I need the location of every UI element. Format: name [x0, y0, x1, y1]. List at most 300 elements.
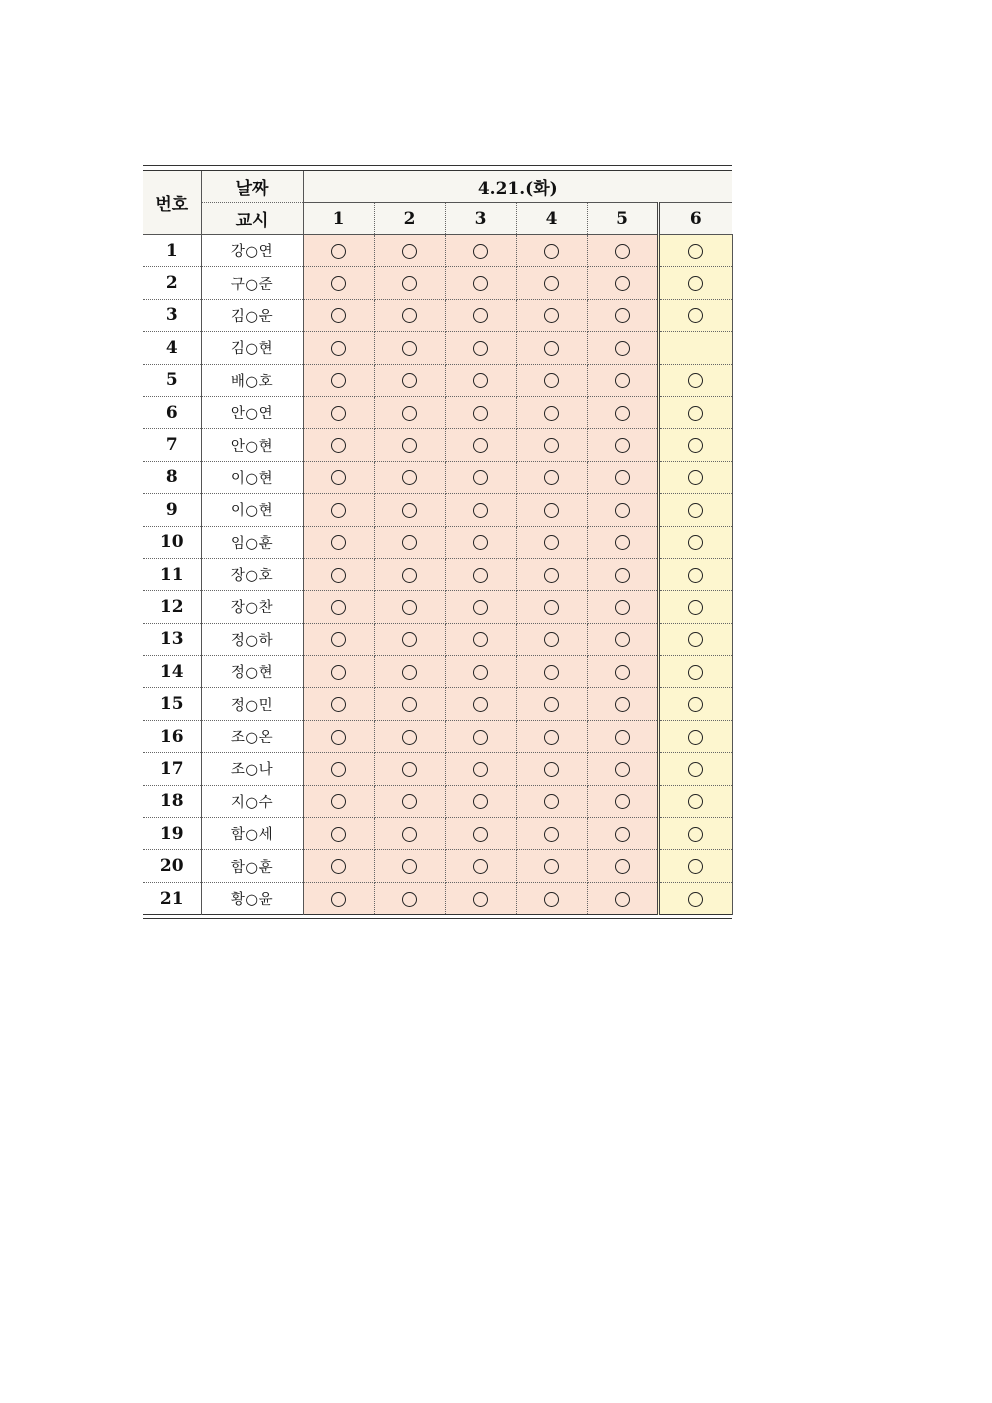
attendance-mark-icon — [615, 827, 630, 842]
attendance-mark-icon — [688, 503, 703, 518]
attendance-cell — [303, 688, 374, 720]
student-name: 지○수 — [201, 785, 303, 817]
attendance-cell — [445, 364, 516, 396]
period-label-header: 교시 — [201, 203, 303, 235]
attendance-cell — [374, 299, 445, 331]
attendance-cell — [658, 720, 732, 752]
attendance-mark-icon — [402, 470, 417, 485]
date-header: 4.21.(화) — [303, 171, 732, 203]
attendance-cell — [658, 591, 732, 623]
attendance-mark-icon — [615, 762, 630, 777]
table-row — [143, 720, 732, 752]
attendance-mark-icon — [473, 568, 488, 583]
attendance-cell — [445, 494, 516, 526]
attendance-cell — [303, 461, 374, 493]
attendance-mark-icon — [615, 535, 630, 550]
table-row — [143, 688, 732, 720]
attendance-cell — [445, 591, 516, 623]
row-number: 21 — [143, 882, 201, 914]
attendance-cell — [658, 850, 732, 882]
attendance-mark-icon — [544, 244, 559, 259]
student-name: 이○현 — [201, 461, 303, 493]
attendance-cell — [445, 688, 516, 720]
attendance-cell — [374, 396, 445, 428]
attendance-mark-icon — [331, 730, 346, 745]
student-name: 구○준 — [201, 267, 303, 299]
attendance-mark-icon — [473, 892, 488, 907]
attendance-cell — [658, 364, 732, 396]
student-name: 임○훈 — [201, 526, 303, 558]
attendance-cell — [658, 753, 732, 785]
attendance-mark-icon — [544, 827, 559, 842]
attendance-mark-icon — [402, 503, 417, 518]
attendance-cell — [658, 558, 732, 590]
table-row — [143, 267, 732, 299]
period-header: 1 — [303, 203, 374, 235]
student-name: 정○현 — [201, 656, 303, 688]
attendance-mark-icon — [615, 730, 630, 745]
table-row — [143, 299, 732, 331]
attendance-cell — [374, 850, 445, 882]
attendance-mark-icon — [688, 665, 703, 680]
attendance-cell — [374, 688, 445, 720]
attendance-cell — [516, 753, 587, 785]
attendance-mark-icon — [473, 373, 488, 388]
table-row — [143, 785, 732, 817]
attendance-cell — [516, 785, 587, 817]
attendance-mark-icon — [615, 438, 630, 453]
attendance-cell — [516, 526, 587, 558]
attendance-mark-icon — [473, 859, 488, 874]
attendance-mark-icon — [402, 665, 417, 680]
attendance-mark-icon — [402, 276, 417, 291]
attendance-cell — [303, 818, 374, 850]
attendance-cell — [587, 396, 658, 428]
attendance-cell — [516, 850, 587, 882]
attendance-cell — [374, 235, 445, 267]
table-row — [143, 235, 732, 267]
attendance-mark-icon — [615, 665, 630, 680]
attendance-cell — [516, 396, 587, 428]
attendance-cell — [516, 267, 587, 299]
attendance-cell — [303, 882, 374, 914]
attendance-mark-icon — [331, 535, 346, 550]
attendance-mark-icon — [688, 438, 703, 453]
attendance-mark-icon — [688, 568, 703, 583]
attendance-cell — [516, 623, 587, 655]
attendance-mark-icon — [688, 535, 703, 550]
attendance-cell — [658, 299, 732, 331]
table-row — [143, 753, 732, 785]
student-name: 강○연 — [201, 235, 303, 267]
attendance-mark-icon — [331, 341, 346, 356]
attendance-mark-icon — [473, 470, 488, 485]
row-number: 8 — [143, 461, 201, 493]
table-row — [143, 591, 732, 623]
attendance-cell — [374, 818, 445, 850]
attendance-mark-icon — [473, 276, 488, 291]
attendance-mark-icon — [688, 276, 703, 291]
row-number: 15 — [143, 688, 201, 720]
attendance-cell — [587, 785, 658, 817]
attendance-cell — [445, 558, 516, 590]
attendance-cell — [374, 720, 445, 752]
attendance-mark-icon — [544, 373, 559, 388]
attendance-cell — [587, 235, 658, 267]
attendance-cell — [303, 267, 374, 299]
attendance-rows — [143, 235, 732, 915]
attendance-cell — [303, 753, 374, 785]
attendance-cell — [587, 299, 658, 331]
attendance-cell — [445, 461, 516, 493]
attendance-mark-icon — [615, 600, 630, 615]
attendance-mark-icon — [331, 470, 346, 485]
table-row — [143, 818, 732, 850]
attendance-mark-icon — [473, 794, 488, 809]
attendance-mark-icon — [331, 892, 346, 907]
attendance-mark-icon — [331, 503, 346, 518]
table-row — [143, 526, 732, 558]
attendance-mark-icon — [402, 308, 417, 323]
attendance-cell — [303, 526, 374, 558]
row-number: 12 — [143, 591, 201, 623]
attendance-mark-icon — [402, 892, 417, 907]
row-number: 5 — [143, 364, 201, 396]
student-name: 함○훈 — [201, 850, 303, 882]
attendance-cell — [516, 235, 587, 267]
student-name: 안○연 — [201, 396, 303, 428]
attendance-mark-icon — [688, 794, 703, 809]
attendance-mark-icon — [544, 600, 559, 615]
attendance-mark-icon — [402, 827, 417, 842]
student-name: 이○현 — [201, 494, 303, 526]
row-number: 1 — [143, 235, 201, 267]
period-header: 3 — [445, 203, 516, 235]
attendance-mark-icon — [544, 341, 559, 356]
attendance-cell — [445, 882, 516, 914]
student-name: 장○찬 — [201, 591, 303, 623]
attendance-cell — [303, 558, 374, 590]
attendance-mark-icon — [473, 632, 488, 647]
attendance-cell — [658, 882, 732, 914]
student-name: 조○나 — [201, 753, 303, 785]
attendance-mark-icon — [331, 438, 346, 453]
attendance-cell — [445, 656, 516, 688]
attendance-cell — [516, 882, 587, 914]
attendance-cell — [516, 818, 587, 850]
attendance-mark-icon — [473, 827, 488, 842]
row-number: 11 — [143, 558, 201, 590]
attendance-cell — [303, 720, 374, 752]
attendance-cell — [587, 720, 658, 752]
attendance-mark-icon — [331, 406, 346, 421]
attendance-cell — [445, 753, 516, 785]
attendance-mark-icon — [331, 665, 346, 680]
attendance-cell — [374, 882, 445, 914]
student-name: 장○호 — [201, 558, 303, 590]
attendance-mark-icon — [544, 470, 559, 485]
attendance-mark-icon — [688, 244, 703, 259]
attendance-mark-icon — [615, 859, 630, 874]
attendance-table — [143, 165, 733, 919]
bottom-double-rule — [143, 915, 732, 919]
attendance-mark-icon — [544, 438, 559, 453]
attendance-mark-icon — [688, 470, 703, 485]
attendance-mark-icon — [688, 697, 703, 712]
attendance-cell — [374, 656, 445, 688]
attendance-cell — [374, 558, 445, 590]
attendance-mark-icon — [402, 438, 417, 453]
attendance-cell — [516, 656, 587, 688]
attendance-mark-icon — [615, 373, 630, 388]
attendance-cell — [445, 526, 516, 558]
attendance-cell — [374, 753, 445, 785]
attendance-mark-icon — [615, 892, 630, 907]
attendance-cell — [587, 818, 658, 850]
attendance-cell — [374, 526, 445, 558]
attendance-cell — [445, 235, 516, 267]
table-row — [143, 882, 732, 914]
attendance-mark-icon — [402, 859, 417, 874]
attendance-mark-icon — [331, 632, 346, 647]
attendance-cell — [516, 591, 587, 623]
attendance-cell — [587, 623, 658, 655]
attendance-cell — [516, 720, 587, 752]
attendance-mark-icon — [615, 470, 630, 485]
row-number: 19 — [143, 818, 201, 850]
row-number: 13 — [143, 623, 201, 655]
student-name: 안○현 — [201, 429, 303, 461]
attendance-mark-icon — [615, 697, 630, 712]
table-row — [143, 429, 732, 461]
attendance-cell — [445, 850, 516, 882]
attendance-mark-icon — [615, 503, 630, 518]
attendance-mark-icon — [331, 600, 346, 615]
table-row — [143, 396, 732, 428]
student-name: 황○윤 — [201, 882, 303, 914]
attendance-cell — [303, 850, 374, 882]
table-row — [143, 558, 732, 590]
attendance-mark-icon — [402, 535, 417, 550]
attendance-cell — [516, 332, 587, 364]
row-number: 2 — [143, 267, 201, 299]
number-header: 번호 — [143, 171, 201, 235]
attendance-mark-icon — [331, 827, 346, 842]
attendance-cell — [587, 591, 658, 623]
row-number: 3 — [143, 299, 201, 331]
student-name: 함○세 — [201, 818, 303, 850]
table-row — [143, 332, 732, 364]
attendance-mark-icon — [544, 276, 559, 291]
period-header: 2 — [374, 203, 445, 235]
attendance-cell — [374, 494, 445, 526]
attendance-mark-icon — [688, 892, 703, 907]
attendance-mark-icon — [402, 600, 417, 615]
attendance-mark-icon — [473, 665, 488, 680]
attendance-cell — [303, 429, 374, 461]
row-number: 17 — [143, 753, 201, 785]
attendance-cell — [587, 882, 658, 914]
attendance-cell — [445, 332, 516, 364]
row-number: 20 — [143, 850, 201, 882]
attendance-mark-icon — [615, 308, 630, 323]
student-name: 김○운 — [201, 299, 303, 331]
attendance-cell — [658, 429, 732, 461]
attendance-mark-icon — [615, 341, 630, 356]
attendance-mark-icon — [544, 762, 559, 777]
attendance-cell — [658, 785, 732, 817]
attendance-mark-icon — [688, 762, 703, 777]
attendance-mark-icon — [615, 632, 630, 647]
attendance-mark-icon — [473, 730, 488, 745]
row-number: 6 — [143, 396, 201, 428]
attendance-mark-icon — [402, 794, 417, 809]
attendance-mark-icon — [402, 244, 417, 259]
attendance-cell — [445, 396, 516, 428]
table-row — [143, 623, 732, 655]
attendance-cell — [587, 332, 658, 364]
attendance-cell — [374, 364, 445, 396]
attendance-cell — [587, 364, 658, 396]
attendance-mark-icon — [402, 406, 417, 421]
attendance-mark-icon — [473, 535, 488, 550]
attendance-cell — [374, 785, 445, 817]
attendance-mark-icon — [615, 568, 630, 583]
attendance-mark-icon — [473, 762, 488, 777]
attendance-mark-icon — [473, 406, 488, 421]
attendance-cell — [374, 429, 445, 461]
attendance-cell — [658, 688, 732, 720]
attendance-mark-icon — [688, 373, 703, 388]
row-number: 4 — [143, 332, 201, 364]
attendance-cell — [303, 299, 374, 331]
attendance-cell — [658, 396, 732, 428]
attendance-cell — [303, 623, 374, 655]
attendance-mark-icon — [544, 406, 559, 421]
attendance-mark-icon — [544, 859, 559, 874]
attendance-mark-icon — [402, 730, 417, 745]
student-name: 정○민 — [201, 688, 303, 720]
attendance-mark-icon — [331, 762, 346, 777]
attendance-mark-icon — [688, 730, 703, 745]
attendance-cell — [587, 429, 658, 461]
attendance-cell — [658, 656, 732, 688]
attendance-mark-icon — [473, 244, 488, 259]
attendance-mark-icon — [688, 827, 703, 842]
attendance-mark-icon — [402, 697, 417, 712]
attendance-mark-icon — [688, 406, 703, 421]
row-number: 7 — [143, 429, 201, 461]
table-row — [143, 656, 732, 688]
date-label-header: 날짜 — [201, 171, 303, 203]
attendance-cell — [516, 364, 587, 396]
student-name: 조○온 — [201, 720, 303, 752]
attendance-cell — [516, 461, 587, 493]
attendance-mark-icon — [331, 794, 346, 809]
attendance-cell — [658, 235, 732, 267]
attendance-mark-icon — [544, 665, 559, 680]
attendance-mark-icon — [331, 859, 346, 874]
attendance-cell — [587, 526, 658, 558]
attendance-mark-icon — [544, 308, 559, 323]
attendance-cell — [516, 688, 587, 720]
attendance-mark-icon — [544, 632, 559, 647]
attendance-cell — [587, 753, 658, 785]
attendance-mark-icon — [331, 568, 346, 583]
attendance-cell — [374, 591, 445, 623]
attendance-cell — [658, 267, 732, 299]
attendance-cell — [658, 332, 732, 364]
row-number: 18 — [143, 785, 201, 817]
attendance-cell — [516, 429, 587, 461]
attendance-cell — [303, 396, 374, 428]
attendance-cell — [658, 818, 732, 850]
attendance-mark-icon — [615, 794, 630, 809]
attendance-cell — [587, 656, 658, 688]
attendance-mark-icon — [688, 632, 703, 647]
attendance-mark-icon — [473, 308, 488, 323]
attendance-mark-icon — [615, 406, 630, 421]
attendance-cell — [516, 299, 587, 331]
attendance-cell — [445, 818, 516, 850]
attendance-mark-icon — [402, 632, 417, 647]
attendance-cell — [374, 461, 445, 493]
attendance-cell — [303, 785, 374, 817]
attendance-mark-icon — [402, 762, 417, 777]
attendance-cell — [445, 267, 516, 299]
period-header: 6 — [658, 203, 732, 235]
attendance-cell — [374, 332, 445, 364]
attendance-mark-icon — [402, 341, 417, 356]
attendance-cell — [445, 429, 516, 461]
attendance-mark-icon — [688, 859, 703, 874]
attendance-mark-icon — [473, 600, 488, 615]
attendance-cell — [587, 494, 658, 526]
attendance-cell — [658, 461, 732, 493]
attendance-mark-icon — [544, 503, 559, 518]
attendance-mark-icon — [402, 568, 417, 583]
attendance-mark-icon — [402, 373, 417, 388]
table-row — [143, 364, 732, 396]
attendance-cell — [658, 526, 732, 558]
attendance-mark-icon — [544, 794, 559, 809]
attendance-mark-icon — [615, 244, 630, 259]
row-number: 9 — [143, 494, 201, 526]
attendance-mark-icon — [331, 276, 346, 291]
attendance-mark-icon — [331, 697, 346, 712]
attendance-mark-icon — [473, 503, 488, 518]
attendance-mark-icon — [544, 730, 559, 745]
attendance-cell — [658, 623, 732, 655]
student-name: 정○하 — [201, 623, 303, 655]
table-row — [143, 850, 732, 882]
attendance-cell — [445, 785, 516, 817]
table-row — [143, 461, 732, 493]
student-name: 배○호 — [201, 364, 303, 396]
period-header: 4 — [516, 203, 587, 235]
attendance-mark-icon — [331, 308, 346, 323]
attendance-cell — [374, 267, 445, 299]
attendance-mark-icon — [544, 535, 559, 550]
attendance-cell — [516, 494, 587, 526]
attendance-mark-icon — [331, 244, 346, 259]
attendance-mark-icon — [544, 697, 559, 712]
row-number: 16 — [143, 720, 201, 752]
attendance-cell — [445, 299, 516, 331]
attendance-cell — [303, 494, 374, 526]
attendance-mark-icon — [544, 568, 559, 583]
attendance-cell — [587, 558, 658, 590]
